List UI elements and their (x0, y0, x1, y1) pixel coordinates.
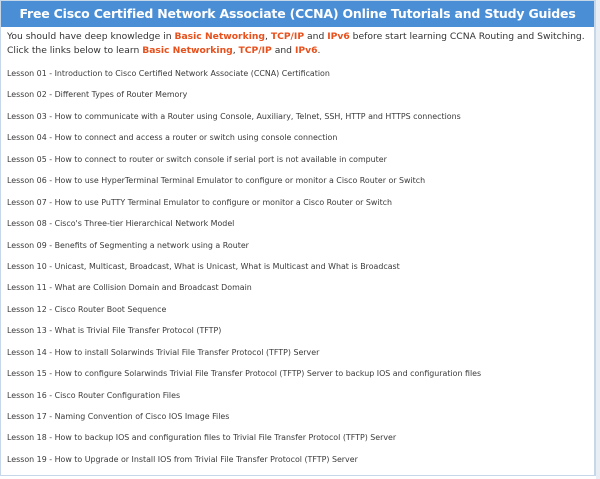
lesson-item (1, 427, 594, 448)
lesson-item (1, 363, 594, 384)
tcpip-link[interactable]: TCP/IP (270, 31, 305, 42)
lesson-link[interactable]: Lesson 02 - Different Types of Router Memory (7, 90, 188, 100)
intro-text: and (304, 31, 328, 42)
lesson-item (1, 277, 594, 298)
ipv6-link[interactable]: IPv6 (294, 45, 318, 56)
lesson-link[interactable]: Lesson 04 - How to connect and access a router or switch using console connection (7, 133, 338, 143)
lesson-item (1, 106, 594, 127)
lesson-item (1, 235, 594, 256)
intro-paragraph (7, 30, 588, 58)
scrollbar[interactable] (596, 0, 600, 479)
lesson-item (1, 320, 594, 341)
lesson-item (1, 63, 594, 84)
lesson-link[interactable]: Lesson 14 - How to install Solarwinds Trivial File Transfer Protocol (TFTP) Server (7, 347, 320, 357)
lesson-link[interactable]: Lesson 19 - How to Upgrade or Install IOS from Trivial File Transfer Protocol (TFTP) Server (7, 454, 358, 464)
lesson-link[interactable]: Lesson 17 - Naming Convention of Cisco IOS Image Files (7, 412, 230, 421)
lesson-link[interactable]: Lesson 12 - Cisco Router Boot Sequence (7, 304, 167, 314)
lesson-item (1, 192, 594, 213)
lesson-link[interactable]: Lesson 10 - Unicast, Multicast, Broadcast, What is Unicast, What is Multicast and What is Broadcast (7, 261, 400, 271)
lesson-link[interactable]: Lesson 08 - Cisco's Three-tier Hierarchical Network Model (7, 219, 235, 229)
lesson-item (1, 342, 594, 363)
lesson-list (1, 63, 594, 470)
intro-text: and (271, 45, 295, 56)
intro-separator: , (232, 45, 239, 56)
lesson-item (1, 149, 594, 170)
ipv6-link[interactable]: IPv6 (327, 31, 350, 42)
basic-networking-link[interactable]: Basic Networking (174, 31, 265, 42)
lesson-link[interactable]: Lesson 09 - Benefits of Segmenting a network using a Router (7, 240, 249, 250)
lesson-link[interactable]: Lesson 05 - How to connect to router or switch console if serial port is not available in computer (7, 154, 387, 164)
lesson-link[interactable]: Lesson 01 - Introduction to Cisco Certified Network Associate (CCNA) Certification (7, 69, 330, 78)
lesson-link[interactable]: Lesson 18 - How to backup IOS and configuration files to Trivial File Transfer Protocol (TFTP) Server (7, 433, 397, 443)
lesson-item (1, 127, 594, 148)
lesson-item (1, 256, 594, 277)
basic-networking-link[interactable]: Basic Networking (142, 45, 233, 56)
intro-text: before start learning CCNA Routing and Switching. Click the links below to learn (7, 31, 585, 56)
tcpip-link[interactable]: TCP/IP (238, 45, 272, 56)
lesson-link[interactable]: Lesson 06 - How to use HyperTerminal Terminal Emulator to configure or monitor a Cisco Router or Switch (7, 176, 426, 186)
intro-text: You should have deep knowledge in (7, 31, 175, 42)
lesson-link[interactable]: Lesson 15 - How to configure Solarwinds Trivial File Transfer Protocol (TFTP) Server to backup IOS and configuration files (7, 369, 482, 379)
intro-text: . (317, 45, 321, 56)
lesson-item (1, 170, 594, 191)
lesson-item (1, 299, 594, 320)
lesson-link[interactable]: Lesson 07 - How to use PuTTY Terminal Emulator to configure or monitor a Cisco Router or Switch (7, 197, 393, 207)
lesson-link[interactable]: Lesson 11 - What are Collision Domain and Broadcast Domain (7, 283, 252, 293)
page-title: Free Cisco Certified Network Associate (CCNA) Online Tutorials and Study Guides (19, 6, 576, 21)
lesson-item (1, 406, 594, 427)
lesson-item (1, 449, 594, 470)
lesson-item (1, 385, 594, 406)
lesson-item (1, 84, 594, 105)
lesson-link[interactable]: Lesson 13 - What is Trivial File Transfer Protocol (TFTP) (7, 326, 222, 336)
intro-separator: , (264, 31, 271, 42)
lesson-item (1, 213, 594, 234)
lesson-link[interactable]: Lesson 03 - How to communicate with a Router using Console, Auxiliary, Telnet, SSH, HTTP and HTTPS connections (7, 111, 461, 121)
panel-header (1, 1, 594, 27)
lesson-link[interactable]: Lesson 16 - Cisco Router Configuration Files (7, 390, 181, 400)
